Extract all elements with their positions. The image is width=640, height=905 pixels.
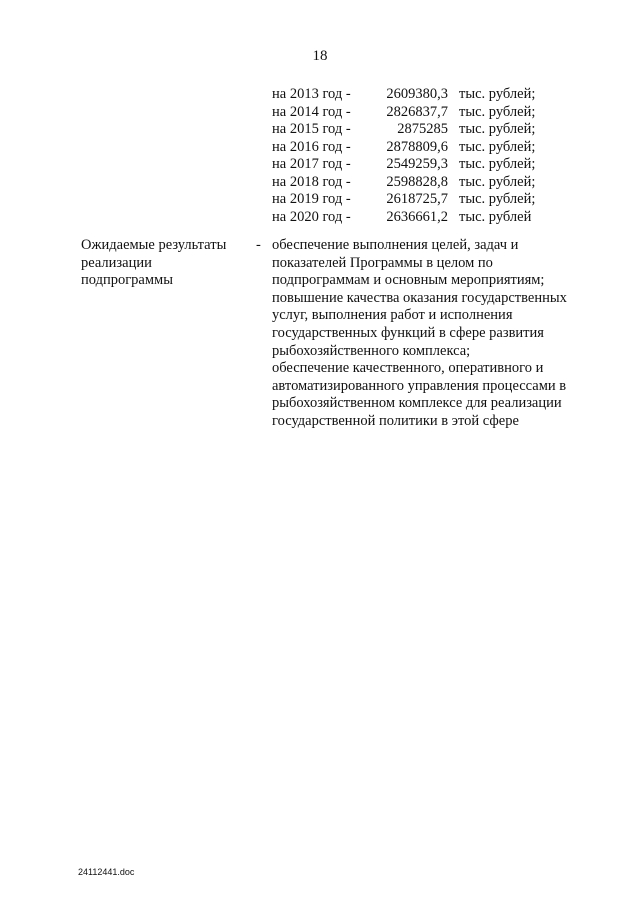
funding-year: на 2018 год - (272, 173, 351, 190)
funding-amount: 2878809,6 (386, 138, 448, 155)
funding-amount: 2618725,7 (386, 191, 448, 207)
funding-unit: тыс. рублей; (459, 173, 536, 190)
page-number: 18 (312, 48, 328, 64)
funding-row (272, 174, 535, 192)
funding-row (272, 139, 535, 157)
funding-year: на 2020 год - (272, 208, 351, 225)
funding-amount: 2826837,7 (386, 103, 448, 120)
footer-file-name: 24112441.doc (78, 867, 135, 877)
funding-table (272, 86, 535, 226)
funding-unit: тыс. рублей; (459, 191, 536, 207)
results-label: Ожидаемые результаты реализации подпрограммы (81, 237, 227, 288)
funding-row (272, 121, 535, 139)
results-paragraph: обеспечение выполнения целей, задач и показателей Программы в целом по подпрограммам и основным мероприятиям; (272, 237, 545, 289)
funding-year: на 2019 год - (272, 191, 351, 207)
funding-row (272, 191, 535, 209)
funding-row (272, 86, 535, 104)
funding-amount: 2875285 (397, 121, 448, 137)
funding-unit: тыс. рублей; (459, 103, 536, 120)
funding-unit: тыс. рублей; (459, 86, 536, 102)
funding-amount: 2598828,8 (386, 173, 448, 190)
funding-amount: 2636661,2 (386, 208, 448, 225)
results-dash: - (256, 237, 261, 253)
funding-unit: тыс. рублей; (459, 121, 536, 137)
funding-year: на 2017 год - (272, 156, 351, 172)
funding-amount: 2549259,3 (386, 156, 448, 172)
funding-unit: тыс. рублей (459, 208, 532, 225)
funding-unit: тыс. рублей; (459, 138, 536, 155)
funding-row (272, 209, 535, 227)
funding-unit: тыс. рублей; (459, 156, 536, 172)
funding-year: на 2015 год - (272, 121, 351, 137)
funding-row (272, 104, 535, 122)
funding-year: на 2014 год - (272, 103, 351, 120)
funding-amount: 2609380,3 (386, 86, 448, 102)
funding-year: на 2016 год - (272, 138, 351, 155)
results-text (272, 237, 572, 431)
results-paragraph: обеспечение качественного, оперативного и автоматизированного управления процессами в рыбохозяйственном комплексе для реализации государственной политики в этой сфере (272, 360, 567, 429)
funding-year: на 2013 год - (272, 86, 351, 102)
funding-row (272, 156, 535, 174)
results-paragraph: повышение качества оказания государственных услуг, выполнения работ и исполнения государственных функций в сфере развития рыбохозяйственного комплекса; (272, 289, 567, 359)
